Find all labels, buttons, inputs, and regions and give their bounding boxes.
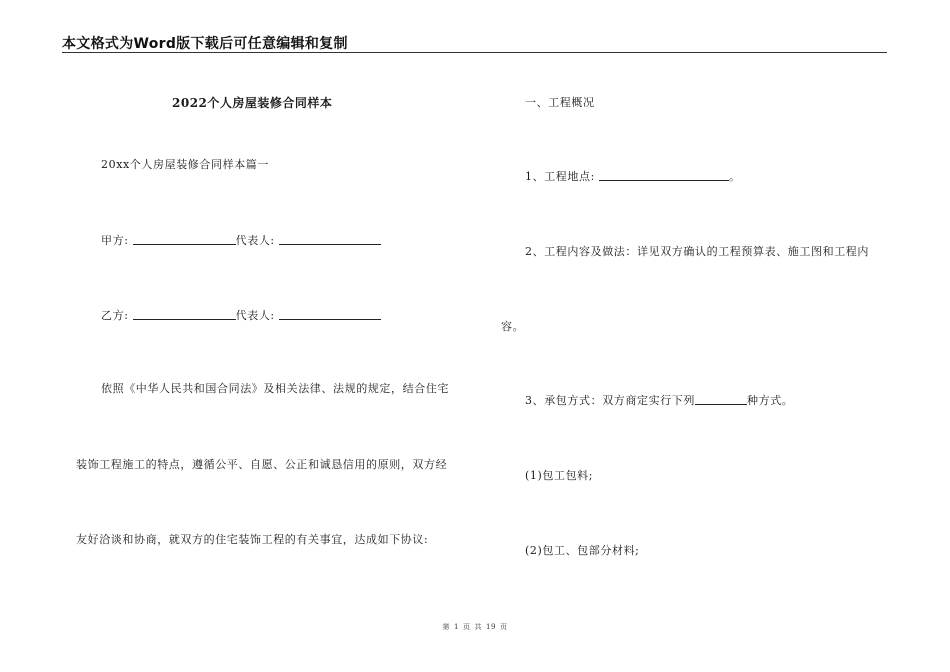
party-b-line: [101, 307, 381, 323]
footer-page-number: 1: [454, 623, 460, 631]
section-heading-project-overview: 一、工程概况: [525, 96, 595, 109]
header-divider: [62, 52, 887, 53]
footer-total-pages: 19: [486, 623, 496, 631]
item-project-content: 2、工程内容及做法：详见双方确认的工程预算表、施工图和工程内: [525, 245, 869, 258]
item-project-content-continued: 容。: [501, 320, 525, 333]
footer-page-word: 页: [463, 623, 471, 631]
item-project-location: [525, 168, 741, 184]
option-labor-and-materials: (1)包工包料;: [525, 469, 594, 482]
party-b-label: 乙方:: [101, 309, 129, 322]
footer-suffix: 页: [499, 623, 508, 631]
party-a-label: 甲方:: [101, 234, 129, 247]
item-project-location-label: 1、工程地点:: [525, 170, 595, 183]
party-a-line: [101, 232, 381, 248]
contract-subtitle: 20xx个人房屋装修合同样本篇一: [101, 158, 270, 171]
agreement-paragraph-line-2: 装饰工程施工的特点，遵循公平、自愿、公正和诚恳信用的原则，双方经: [76, 458, 448, 471]
party-b-blank: [133, 309, 236, 320]
footer-prefix: 第: [442, 623, 451, 631]
party-b-rep-blank: [279, 309, 381, 320]
page-footer: [0, 622, 950, 632]
agreement-paragraph-line-1: 依照《中华人民共和国合同法》及相关法律、法规的规定，结合住宅: [101, 382, 449, 395]
party-a-blank: [133, 234, 236, 245]
item-contract-method-end: 种方式。: [747, 394, 794, 407]
contract-method-blank: [695, 394, 747, 405]
party-b-rep-label: 代表人:: [235, 309, 275, 322]
project-location-blank: [599, 170, 729, 181]
party-a-rep-blank: [279, 234, 381, 245]
document-header: 本文格式为Word版下载后可任意编辑和复制: [62, 36, 348, 52]
item-project-location-end: 。: [729, 170, 741, 183]
option-labor-partial-materials: (2)包工、包部分材料;: [525, 544, 640, 557]
party-a-rep-label: 代表人:: [235, 234, 275, 247]
contract-title: 2022个人房屋装修合同样本: [172, 96, 333, 110]
footer-total-word: 共: [474, 623, 483, 631]
agreement-paragraph-line-3: 友好洽谈和协商，就双方的住宅装饰工程的有关事宜，达成如下协议:: [76, 533, 429, 546]
item-contract-method: [525, 392, 793, 408]
item-contract-method-label: 3、承包方式：双方商定实行下列: [525, 394, 695, 407]
